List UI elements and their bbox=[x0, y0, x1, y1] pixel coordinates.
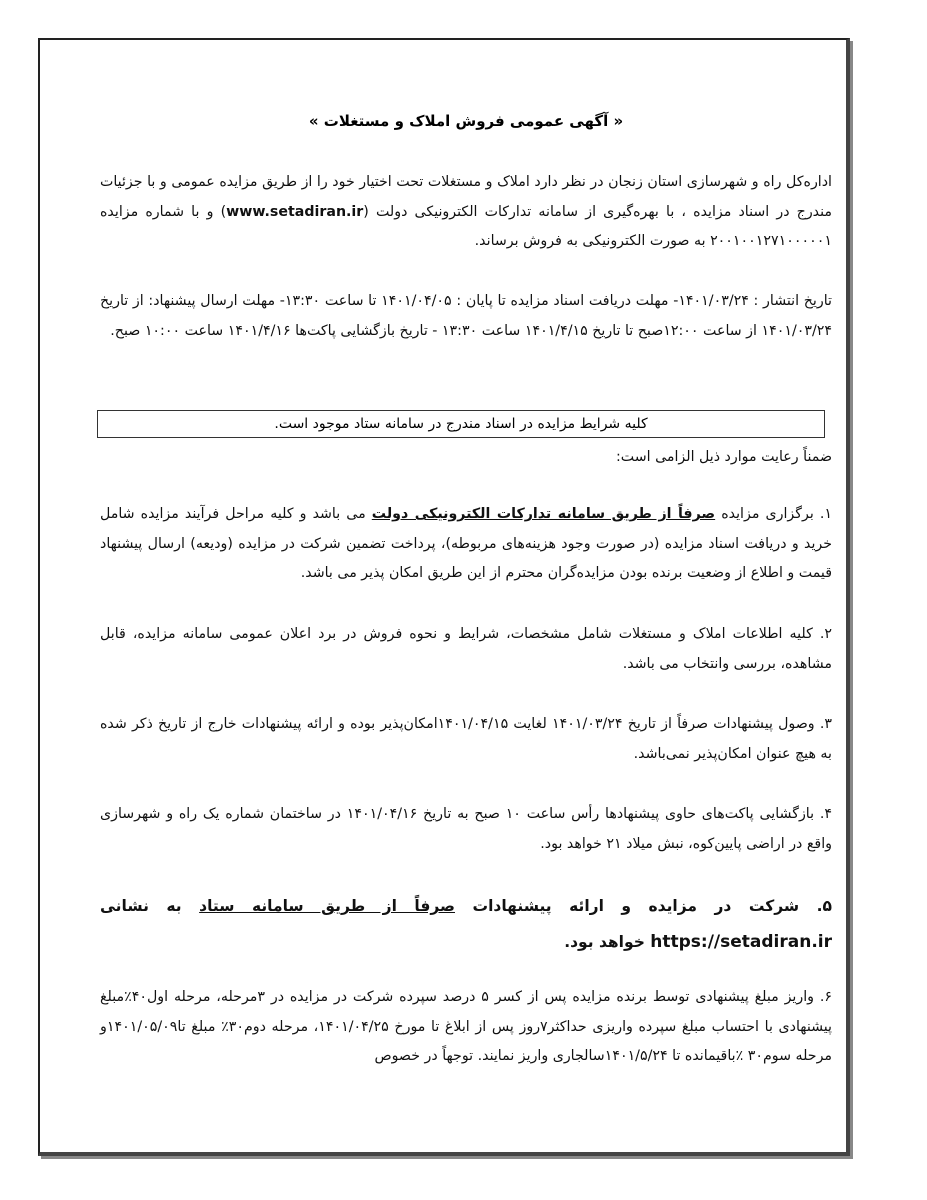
notice-title: « آگهی عمومی فروش املاک و مستغلات » bbox=[308, 112, 624, 130]
item-4 bbox=[100, 800, 832, 859]
conditions-box: کلیه شرایط مزایده در اسناد مندرج در سامانه ستاد موجود است. bbox=[97, 410, 825, 438]
intro-text-1: اداره‌کل راه و شهرسازی استان زنجان در نظر دارد املاک و مستغلات تحت اختیار خود را از طریق مزایده عمومی و با جزئیات مندرج در اسناد مزایده ، با بهره‌گیری از سامانه تدارکات الکترونیکی دولت ( bbox=[100, 174, 833, 220]
intro-paragraph bbox=[100, 168, 832, 257]
item-1-emphasis: صرفاً از طریق سامانه تدارکات الکترونیکی دولت bbox=[371, 506, 716, 522]
note-text: ضمناً رعایت موارد ذیل الزامی است: bbox=[616, 449, 832, 465]
item-6 bbox=[100, 983, 832, 1072]
item-1-prefix: ۱. برگزاری مزایده bbox=[715, 506, 832, 522]
setad-url-inline: www.setadiran.ir bbox=[226, 203, 364, 220]
intro-text-2: ) و با شماره مزایده ۲۰۰۱۰۰۱۲۷۱۰۰۰۰۰۱ به صورت الکترونیکی به فروش برساند. bbox=[100, 203, 832, 249]
item-5-middle: به نشانی bbox=[100, 897, 200, 915]
dates-text: تاریخ انتشار : ۱۴۰۱/۰۳/۲۴- مهلت دریافت اسناد مزایده تا پایان : ۱۴۰۱/۰۴/۰۵ تا ساعت ۱۳:۳۰- مهلت ارسال پیشنهاد: از تاریخ ۱۴۰۱/۰۳/۲۴ از ساعت ۱۲:۰۰صبح تا تاریخ ۱۴۰۱/۴/۱۵ ساعت ۱۳:۳۰ - تاریخ بازگشایی پاکت‌ها ۱۴۰۱/۴/۱۶ ساعت ۱۰:۰۰ صبح. bbox=[100, 293, 832, 339]
item-5-prefix: ۵. شرکت در مزایده و ارائه پیشنهادات bbox=[455, 897, 832, 915]
setad-url-link[interactable]: https://setadiran.ir bbox=[650, 932, 832, 952]
item-3-text: ۳. وصول پیشنهادات صرفاً از تاریخ ۱۴۰۱/۰۳/۲۴ لغایت ۱۴۰۱/۰۴/۱۵امکان‌پذیر بوده و ارائه پیشنهادات خارج از تاریخ ذکر شده به هیچ عنوان امکان‌پذیر نمی‌باشد. bbox=[100, 716, 832, 762]
item-5-rest: خواهد بود. bbox=[564, 933, 651, 951]
item-6-text: ۶. واریز مبلغ پیشنهادی توسط برنده مزایده پس از کسر ۵ درصد سپرده شرکت در مزایده در ۳مرحله، مرحله اول۴۰٪مبلغ پیشنهادی با احتساب مبلغ سپرده واریزی حداکثر۷روز پس از ابلاغ تا مورخ ۱۴۰۱/۰۴/۲۵، مرحله دوم۳۰٪ مبلغ تا۱۴۰۱/۰۵/۰۹و مرحله سوم۳۰ ٪باقیمانده تا ۱۴۰۱/۵/۲۴سالجاری واریز نمایند. توجهاً در خصوص bbox=[100, 989, 833, 1064]
item-2-text: ۲. کلیه اطلاعات املاک و مستغلات شامل مشخصات، شرایط و نحوه فروش در برد اعلان عمومی سامانه مزایده، قابل مشاهده، بررسی وانتخاب می باشد. bbox=[100, 626, 832, 672]
item-3 bbox=[100, 710, 832, 769]
dates-paragraph bbox=[100, 287, 832, 346]
item-1-rest: می باشد و کلیه مراحل فرآیند مزایده شامل خرید و دریافت اسناد مزایده (در صورت وجود هزینه‌های مربوطه)، پرداخت تضمین شرکت در مزایده (ودیعه) ارسال پیشنهاد قیمت و اطلاع از وضعیت برنده بودن مزایده‌گران محترم از این طریق امکان پذیر می باشد. bbox=[100, 506, 832, 581]
item-4-text: ۴. بازگشایی پاکت‌های حاوی پیشنهادها رأس ساعت ۱۰ صبح به تاریخ ۱۴۰۱/۰۴/۱۶ در ساختمان شماره یک راه و شهرسازی واقع در اراضی پایین‌کوه، نبش میلاد ۲۱ خواهد بود. bbox=[100, 806, 832, 852]
item-2 bbox=[100, 620, 832, 679]
item-5-emphasis: صرفاً از طریق سامانه ستاد bbox=[199, 897, 455, 915]
item-5 bbox=[100, 888, 832, 960]
note-paragraph bbox=[100, 443, 832, 473]
item-1 bbox=[100, 500, 832, 589]
